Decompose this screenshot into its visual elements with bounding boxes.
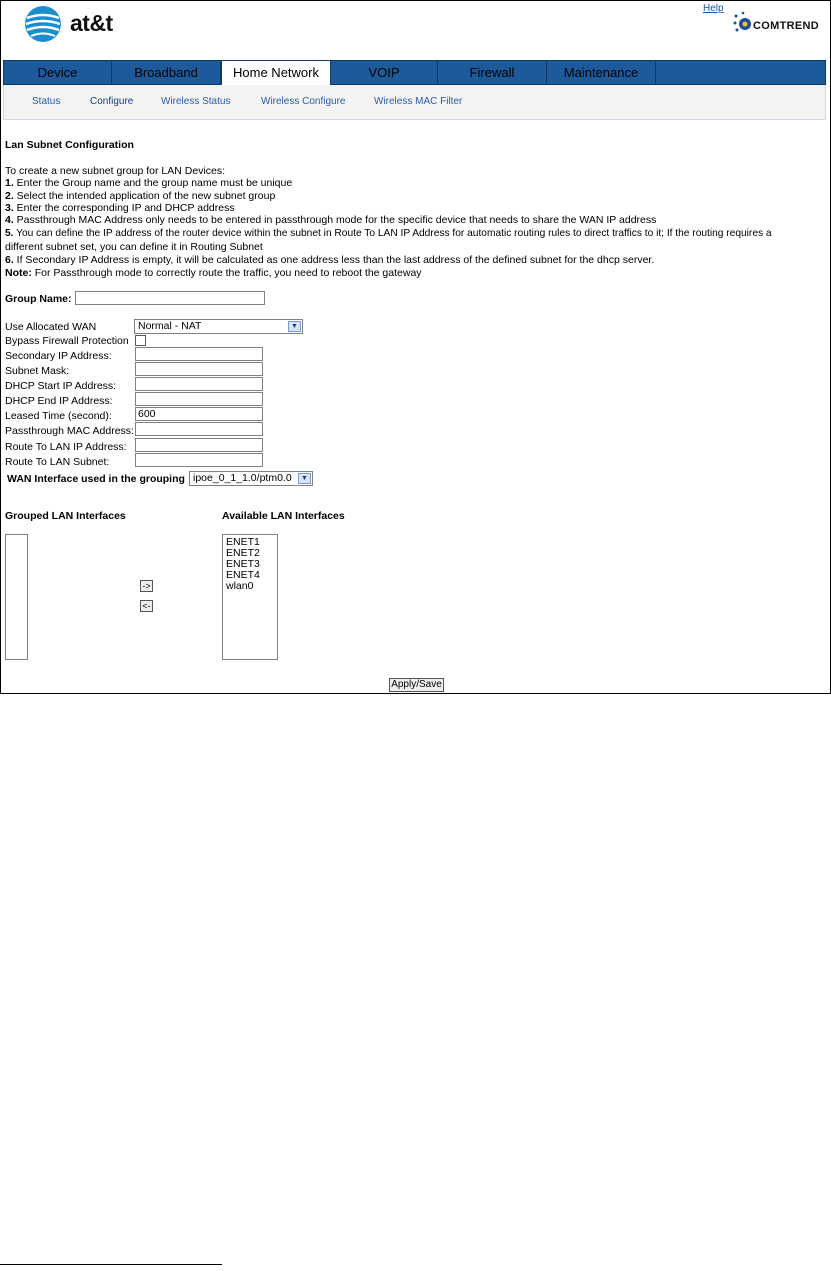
available-interfaces-label: Available LAN Interfaces — [222, 510, 345, 522]
page-title: Lan Subnet Configuration — [5, 139, 134, 151]
wan-interface-select[interactable] — [189, 471, 313, 486]
main-nav — [3, 60, 826, 85]
att-logo-text: at&t — [70, 10, 113, 36]
note: Note: For Passthrough mode to correctly route the traffic, you need to reboot the gateway — [5, 267, 422, 279]
intro-text: To create a new subnet group for LAN Devices: — [5, 165, 226, 177]
apply-save-button[interactable]: Apply/Save — [389, 678, 444, 692]
grouped-interfaces-label: Grouped LAN Interfaces — [5, 510, 126, 522]
tab-broadband[interactable]: Broadband — [112, 61, 221, 84]
group-name-label: Group Name: — [5, 293, 72, 305]
sub-nav — [3, 85, 826, 120]
tab-home-network[interactable]: Home Network — [221, 60, 331, 86]
step-4: 4. Passthrough MAC Address only needs to be entered in passthrough mode for the specific device that needs to share the WAN IP address — [5, 214, 657, 226]
subnet-mask-label: Subnet Mask: — [5, 365, 70, 377]
route-lan-subnet-input[interactable] — [135, 453, 263, 467]
list-item[interactable]: ENET3 — [226, 558, 260, 570]
subnet-mask-input[interactable] — [135, 362, 263, 376]
tab-maintenance[interactable]: Maintenance — [547, 61, 656, 84]
footnote-rule — [0, 1264, 222, 1265]
grouped-interfaces-list[interactable] — [5, 534, 28, 660]
step-5: 5. You can define the IP address of the router device within the subnet in Route To LAN IP Address for automatic routing rules to direct traffics to it; If the routing requires a — [5, 228, 772, 239]
route-lan-subnet-label: Route To LAN Subnet: — [5, 456, 110, 468]
step-3: 3. Enter the corresponding IP and DHCP address — [5, 202, 235, 214]
lease-time-label: Leased Time (second): — [5, 410, 112, 422]
list-item[interactable]: ENET2 — [226, 547, 260, 559]
dhcp-end-label: DHCP End IP Address: — [5, 395, 113, 407]
wan-interface-value: ipoe_0_1_1.0/ptm0.0 — [193, 472, 292, 484]
subtab-wireless-status[interactable]: Wireless Status — [161, 96, 231, 107]
att-globe-icon — [22, 4, 66, 44]
dhcp-start-label: DHCP Start IP Address: — [5, 380, 117, 392]
passthrough-mac-label: Passthrough MAC Address: — [5, 425, 134, 437]
tab-firewall[interactable]: Firewall — [438, 61, 547, 84]
step-1: 1. Enter the Group name and the group name must be unique — [5, 177, 293, 189]
dhcp-end-input[interactable] — [135, 392, 263, 406]
lease-time-input[interactable]: 600 — [135, 407, 263, 421]
bypass-checkbox[interactable] — [135, 335, 146, 346]
secondary-ip-input[interactable] — [135, 347, 263, 361]
available-interfaces-list[interactable] — [222, 534, 278, 660]
subtab-status[interactable]: Status — [32, 96, 61, 107]
use-wan-value: Normal - NAT — [138, 320, 202, 332]
help-link[interactable]: Help — [703, 3, 724, 14]
step-5-cont: different subnet set, you can define it in Routing Subnet — [5, 241, 263, 253]
comtrend-logo-icon — [733, 11, 753, 35]
move-left-button[interactable]: <- — [140, 600, 153, 612]
passthrough-mac-input[interactable] — [135, 422, 263, 436]
step-6: 6. If Secondary IP Address is empty, it will be calculated as one address less than the last address of the defined subnet for the dhcp server. — [5, 254, 655, 266]
dhcp-start-input[interactable] — [135, 377, 263, 391]
wan-interface-label: WAN Interface used in the grouping — [7, 473, 185, 485]
comtrend-logo-text: COMTREND — [753, 20, 819, 32]
list-item[interactable]: wlan0 — [226, 580, 254, 592]
group-name-input[interactable] — [75, 291, 265, 305]
route-lan-ip-input[interactable] — [135, 438, 263, 452]
step-2: 2. Select the intended application of the new subnet group — [5, 190, 276, 202]
chevron-down-icon: ▼ — [298, 473, 311, 484]
bypass-label: Bypass Firewall Protection — [5, 335, 129, 347]
move-right-button[interactable]: -> — [140, 580, 153, 592]
secondary-ip-label: Secondary IP Address: — [5, 350, 112, 362]
list-item[interactable]: ENET4 — [226, 569, 260, 581]
use-wan-select[interactable] — [134, 319, 303, 334]
tab-device[interactable]: Device — [4, 61, 112, 84]
list-item[interactable]: ENET1 — [226, 536, 260, 548]
tab-voip[interactable]: VOIP — [331, 61, 438, 84]
subtab-wireless-configure[interactable]: Wireless Configure — [261, 96, 346, 107]
use-wan-label: Use Allocated WAN — [5, 321, 97, 333]
subtab-wireless-mac-filter[interactable]: Wireless MAC Filter — [374, 96, 463, 107]
chevron-down-icon: ▼ — [288, 321, 301, 332]
route-lan-ip-label: Route To LAN IP Address: — [5, 441, 127, 453]
subtab-configure[interactable]: Configure — [90, 96, 134, 107]
